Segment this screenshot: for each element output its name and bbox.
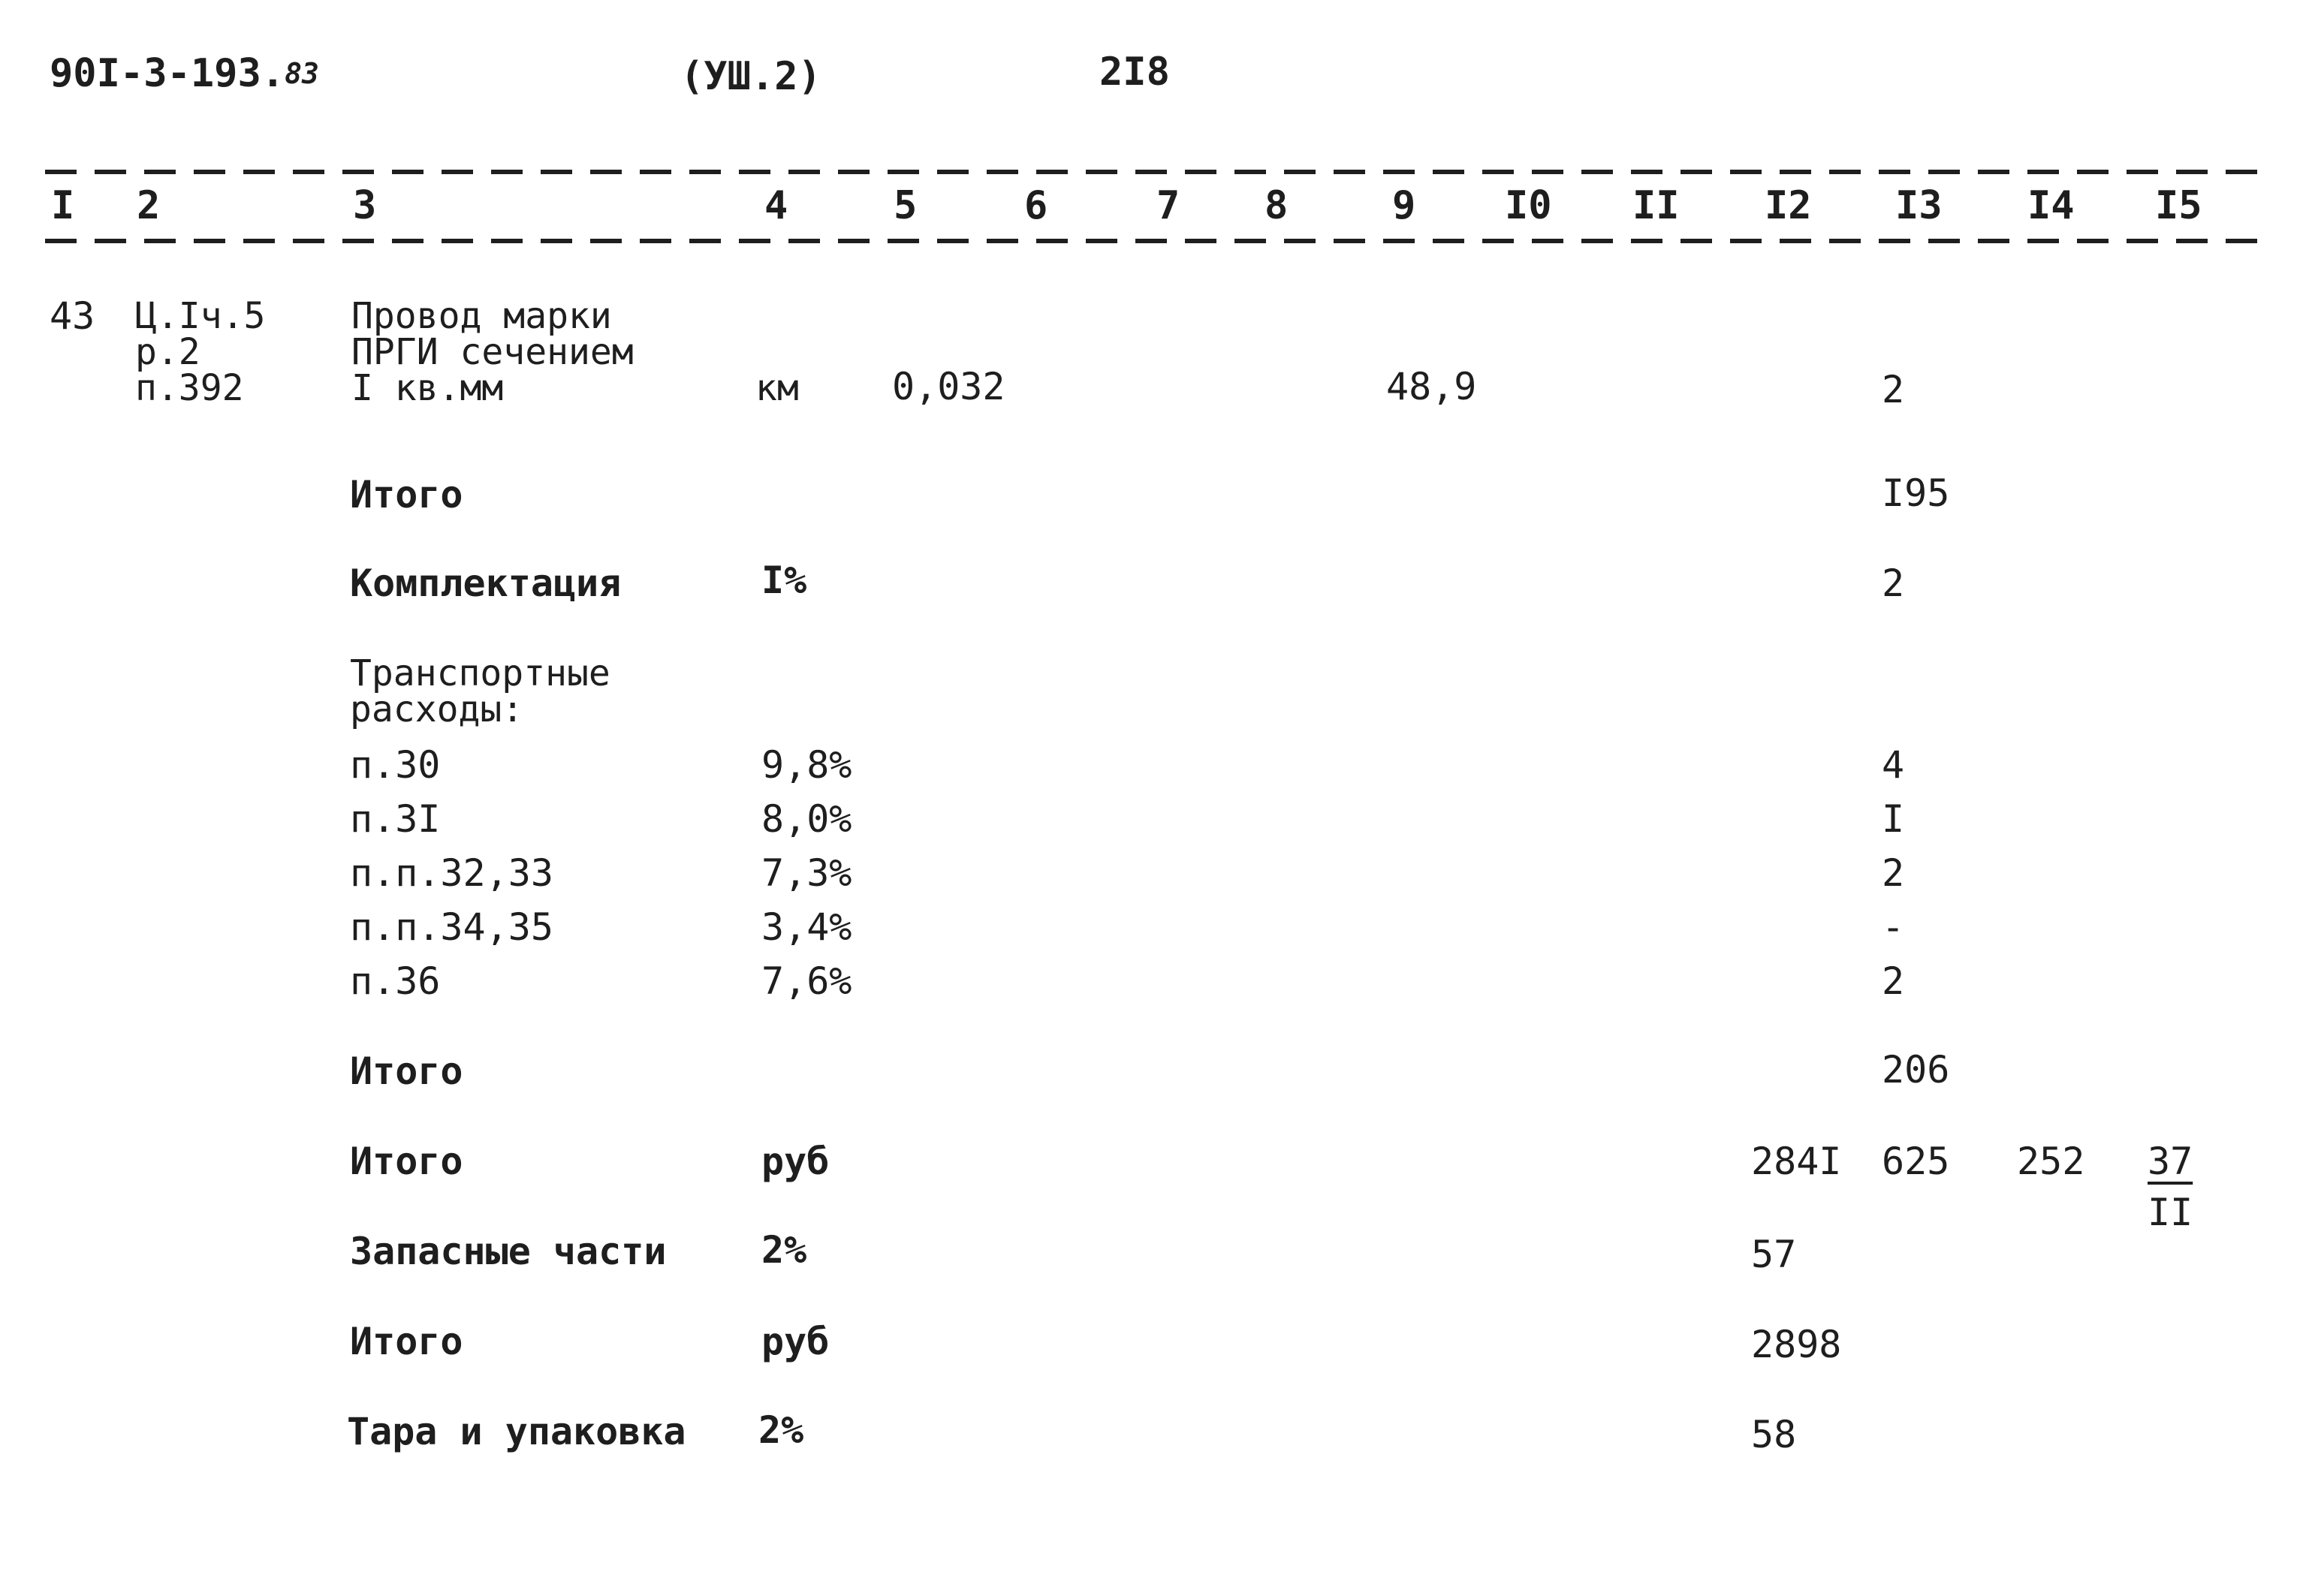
col-header-5: 5: [894, 183, 918, 228]
kit-label: Комплектация: [350, 562, 622, 605]
total-col15-numerator: 37: [2148, 1140, 2193, 1183]
total-col12: 284I: [1751, 1140, 1842, 1183]
transport-item-percent: 3,4%: [761, 905, 852, 949]
packaging-label: Тара и упаковка: [347, 1410, 686, 1453]
col-header-9: 9: [1392, 183, 1416, 228]
col-header-3: 3: [353, 183, 377, 228]
header-divider-bottom: [45, 239, 2275, 243]
total-col12: 2898: [1751, 1323, 1842, 1366]
transport-item-label: п.3I: [350, 797, 441, 841]
total-col15-denominator: II: [2148, 1191, 2193, 1234]
row-unit-price: 48,9: [1386, 365, 1477, 408]
subtotal-label: Итого: [350, 1049, 463, 1093]
transport-item-col13: -: [1882, 905, 1905, 949]
col-header-12: I2: [1765, 183, 1812, 228]
transport-item-label: п.30: [350, 743, 441, 787]
col-header-13: I3: [1895, 183, 1943, 228]
transport-item-col13: 2: [1882, 851, 1905, 895]
spare-parts-col12: 57: [1751, 1233, 1797, 1276]
col-header-15: I5: [2155, 183, 2202, 228]
document-code-handwritten: 83: [285, 57, 319, 90]
transport-heading-2: расходы:: [350, 688, 524, 730]
total-unit: руб: [761, 1320, 830, 1363]
row-description-3: I кв.мм: [351, 367, 504, 409]
transport-item-percent: 7,6%: [761, 959, 852, 1003]
col-header-14: I4: [2027, 183, 2075, 228]
document-code: [50, 51, 319, 96]
section-label: (УШ.2): [680, 54, 821, 99]
row-description-1: Провод марки: [351, 295, 612, 337]
spare-parts-label: Запасные части: [350, 1230, 667, 1273]
spare-parts-percent: 2%: [761, 1228, 807, 1272]
col-header-10: I0: [1505, 183, 1552, 228]
transport-item-label: п.п.32,33: [350, 851, 553, 895]
subtotal-col13: I95: [1882, 471, 1950, 515]
transport-item-col13: I: [1882, 797, 1905, 841]
col-header-7: 7: [1156, 183, 1180, 228]
transport-heading-1: Транспортные: [350, 652, 610, 694]
row-unit: км: [755, 367, 799, 409]
col-header-11: II: [1632, 183, 1680, 228]
kit-col13: 2: [1882, 562, 1905, 605]
row-col13: 2: [1882, 368, 1905, 411]
row-reference-3: п.392: [135, 367, 244, 409]
page-number: 2I8: [1099, 50, 1170, 95]
subtotal-col13: 206: [1882, 1048, 1950, 1092]
total-col14: 252: [2017, 1140, 2085, 1183]
col-header-4: 4: [764, 183, 788, 228]
col-header-8: 8: [1265, 183, 1289, 228]
subtotal-label: Итого: [350, 473, 463, 516]
transport-item-label: п.36: [350, 959, 441, 1003]
col-header-2: 2: [137, 183, 161, 228]
packaging-col12: 58: [1751, 1413, 1797, 1456]
total-label: Итого: [350, 1320, 463, 1363]
kit-percent: I%: [761, 559, 807, 602]
transport-item-col13: 4: [1882, 743, 1905, 787]
col-header-6: 6: [1024, 183, 1048, 228]
transport-item-percent: 7,3%: [761, 851, 852, 895]
transport-item-col13: 2: [1882, 959, 1905, 1003]
total-unit: руб: [761, 1140, 830, 1183]
packaging-percent: 2%: [758, 1408, 804, 1452]
total-label: Итого: [350, 1140, 463, 1183]
row-description-2: ПРГИ сечением: [351, 331, 634, 373]
transport-item-percent: 8,0%: [761, 797, 852, 841]
row-number: 43: [50, 294, 95, 338]
row-quantity: 0,032: [892, 365, 1005, 408]
document-code-text: 90I-3-193.: [50, 51, 285, 96]
row-reference-1: Ц.Iч.5: [135, 295, 266, 337]
transport-item-label: п.п.34,35: [350, 905, 553, 949]
total-col13: 625: [1882, 1140, 1950, 1183]
row-reference-2: р.2: [135, 331, 200, 373]
transport-item-percent: 9,8%: [761, 743, 852, 787]
header-divider-top: [45, 170, 2275, 174]
col-header-1: I: [51, 183, 75, 228]
